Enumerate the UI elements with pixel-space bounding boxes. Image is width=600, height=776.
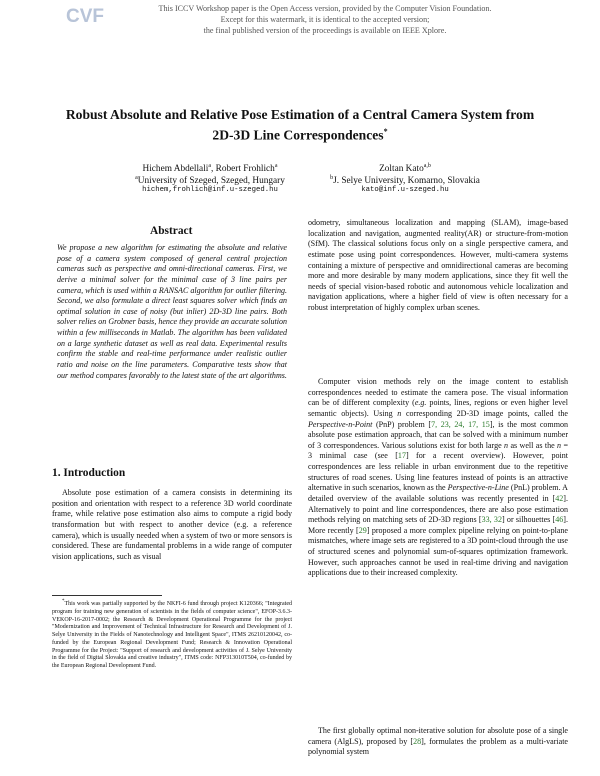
- author-name: Robert Frohlich: [215, 164, 275, 175]
- affiliation-sup: a: [135, 175, 138, 181]
- email-right[interactable]: kato@inf.u-szeged.hu: [361, 186, 449, 194]
- text-run: ] proposed a more complex pipeline relying on point-to-plane mismatches, where image sets are registered to a 3D point-cloud through the use of structured scenes and polynomial sum-of-squares optimization framework. However, such approaches cannot be used in real-time driving and navigation applications due to their increased complexity.: [308, 525, 569, 578]
- citation-link[interactable]: 33, 32: [481, 515, 502, 525]
- author-sup: a: [208, 163, 212, 169]
- text-run: points, lines, regions or even higher level semantic objects). Using: [308, 398, 568, 418]
- right-paragraph-1: odometry, simultaneous localization and mapping (SLAM), image-based localization and navigation, augmented reality(AR) or structure-from-motion (SfM). The classical solutions focus only on a single perspective camera, and estimate pose using point correspondences. However, multi-camera systems containing a mixture of perspective and omnidirectional cameras are becoming more and more desirable by many modern applications, since they fit well the needs of special vision-based robotic and autonomous vehicle localization and navigation applications, where a higher field of view is often necessary for a robust interpretation of highly complex urban scenes.: [308, 218, 568, 312]
- author-sup: a: [274, 163, 278, 169]
- text-run: corresponding 2D-3D image points, called the: [401, 408, 568, 418]
- text-run: = 3 minimal case (see [: [308, 440, 568, 461]
- text-run: (PnL) problem. A detailed overview of the available solutions was recently presented in [: [308, 483, 568, 503]
- citation-link[interactable]: 17: [397, 451, 406, 461]
- text-run: ]. More recently [: [308, 515, 568, 535]
- text-run: e.g.: [414, 398, 427, 408]
- title-line: [40, 123, 560, 144]
- math-n: n: [504, 440, 509, 450]
- paper-title: [40, 106, 560, 144]
- citation-link[interactable]: 29: [358, 525, 367, 535]
- cvf-logo-text: CVF: [66, 6, 104, 26]
- text-run: The first globally optimal non-iterative solution for absolute pose of a single camera (AlgLS), proposed by [: [308, 726, 568, 746]
- footnote: [52, 598, 292, 671]
- term-pnl: Perspective-n-Line: [447, 483, 509, 493]
- title-footnote-mark: *: [383, 127, 388, 136]
- watermark-line: the final published version of the proceedings is available on IEEE Xplore.: [203, 26, 447, 35]
- right-paragraph-3: [308, 726, 568, 758]
- title-line: Robust Absolute and Relative Pose Estimation of a Central Camera System from: [65, 107, 535, 122]
- term-pnp: Perspective-n-Point: [308, 419, 373, 429]
- email-left[interactable]: hichem,frohlich@inf.u-szeged.hu: [142, 186, 278, 194]
- introduction-paragraph: Absolute pose estimation of a camera consists in determining its position and orientation with respect to a reference 3D world coordinate frame, while relative pose estimation also aims to compute a rigid body transformation but with respect to another device (e.g. a reference camera), which is usually needed when a system of two or more sensors is considered. These are fundamental problems in a wide range of computer vision applications, such as visual: [52, 488, 292, 561]
- text-run: ] for a recent overview). However, point correspondences are less reliable in urban environment due to the repetitive structures of road scenes. Using line features instead of points is an attractive alternative in such scenarios, known as the: [308, 451, 568, 493]
- right-paragraph-2: [308, 377, 568, 579]
- watermark-line: This ICCV Workshop paper is the Open Access version, provided by the Computer Vision Foundation.: [158, 4, 492, 13]
- text-run: ], is the most common absolute pose estimation approach, that can be solved with a minimum number of 3 correspondences. Various solutions exist for both large: [308, 419, 568, 450]
- text-run: ] or silhouettes [: [501, 515, 556, 525]
- affiliation-text: University of Szeged, Szeged, Hungary: [137, 176, 285, 187]
- citation-link[interactable]: 7, 23, 24, 17, 15: [431, 419, 490, 429]
- abstract-heading: Abstract: [150, 225, 193, 237]
- affiliation-sup: b: [330, 175, 334, 181]
- text-run: ]. Alternatively to point and line correspondences, there are also pose estimation methods relying on matching sets of 2D-3D regions [: [308, 493, 568, 525]
- math-n: n: [557, 440, 562, 450]
- text-run: (PnP) problem [: [372, 419, 432, 429]
- open-access-watermark: [105, 3, 545, 36]
- text-run: Computer vision methods rely on the image content to establish correspondences needed to estimate the camera pose. The visual information can be of different complexity (: [308, 377, 568, 408]
- author-sup: a,b: [423, 163, 431, 169]
- author-separator: ,: [211, 164, 216, 175]
- citation-link[interactable]: 42: [555, 493, 564, 503]
- affiliation-text: J. Selye University, Komarno, Slovakia: [333, 176, 480, 187]
- abstract-body: We propose a new algorithm for estimating the absolute and relative pose of a camera system composed of general central projection cameras such as perspective and omni-directional cameras. First, we derive a minimal solver for the minimal case of 3 line pairs per camera, which is used within a RANSAC algorithm for outlier filtering. Second, we also formulate a direct least squares solver which finds an optimal solution in case of noisy (but inlier) 2D-3D line pairs. Both solver relies on Grobner basis, hence they provide an accurate solution within a few milliseconds in Matlab. The algorithm has been validated on a large synthetic dataset as well as real data. Experimental results confirm the stable and real-time performance under realistic outlier ratio and noise on the line parameters. Comparative tests show that our method compares favorably to the latest state of the art algorithms.: [57, 243, 287, 380]
- title-line-2: 2D-3D Line Correspondences: [212, 127, 384, 143]
- footnote-rule: [52, 595, 162, 596]
- math-n: n: [397, 408, 402, 418]
- citation-link[interactable]: 28: [413, 736, 422, 746]
- citation-link[interactable]: 46: [555, 515, 564, 525]
- footnote-mark: *: [62, 599, 65, 604]
- watermark-line: Except for this watermark, it is identical to the accepted version;: [220, 15, 430, 24]
- introduction-heading: 1. Introduction: [52, 467, 126, 479]
- author-name: Zoltan Kato: [379, 164, 424, 175]
- author-name: Hichem Abdellali: [142, 164, 209, 175]
- footnote-text: This work was partially supported by the NKFI-6 fund through project K120366; "Integrated program for training new generation of scientists in the fields of computer science", EFOP-3.6.3-VEKOP-16-2017-0002; the Research & Development Operational Programme for the project "Modernization and Improvement of Technical Infrastructure for Research and Development of J. Selye University in the Fields of Nanotechnology and Intelligent Space", ITMS 26210120042, co-funded by the European Regional Development Fund; Research & Innovation Operational Programme for the Project: "Support of research and development activities of J. Selye University in the field of Digital Slovakia and creative industry", ITMS code: NFP313010T504, co-funded by the European Regional Development Fund.: [52, 601, 292, 669]
- text-run: ], formulates the problem as a multi-variate polynomial system: [308, 736, 568, 757]
- text-run: as well as the: [508, 440, 558, 450]
- cvf-logo: [66, 4, 104, 26]
